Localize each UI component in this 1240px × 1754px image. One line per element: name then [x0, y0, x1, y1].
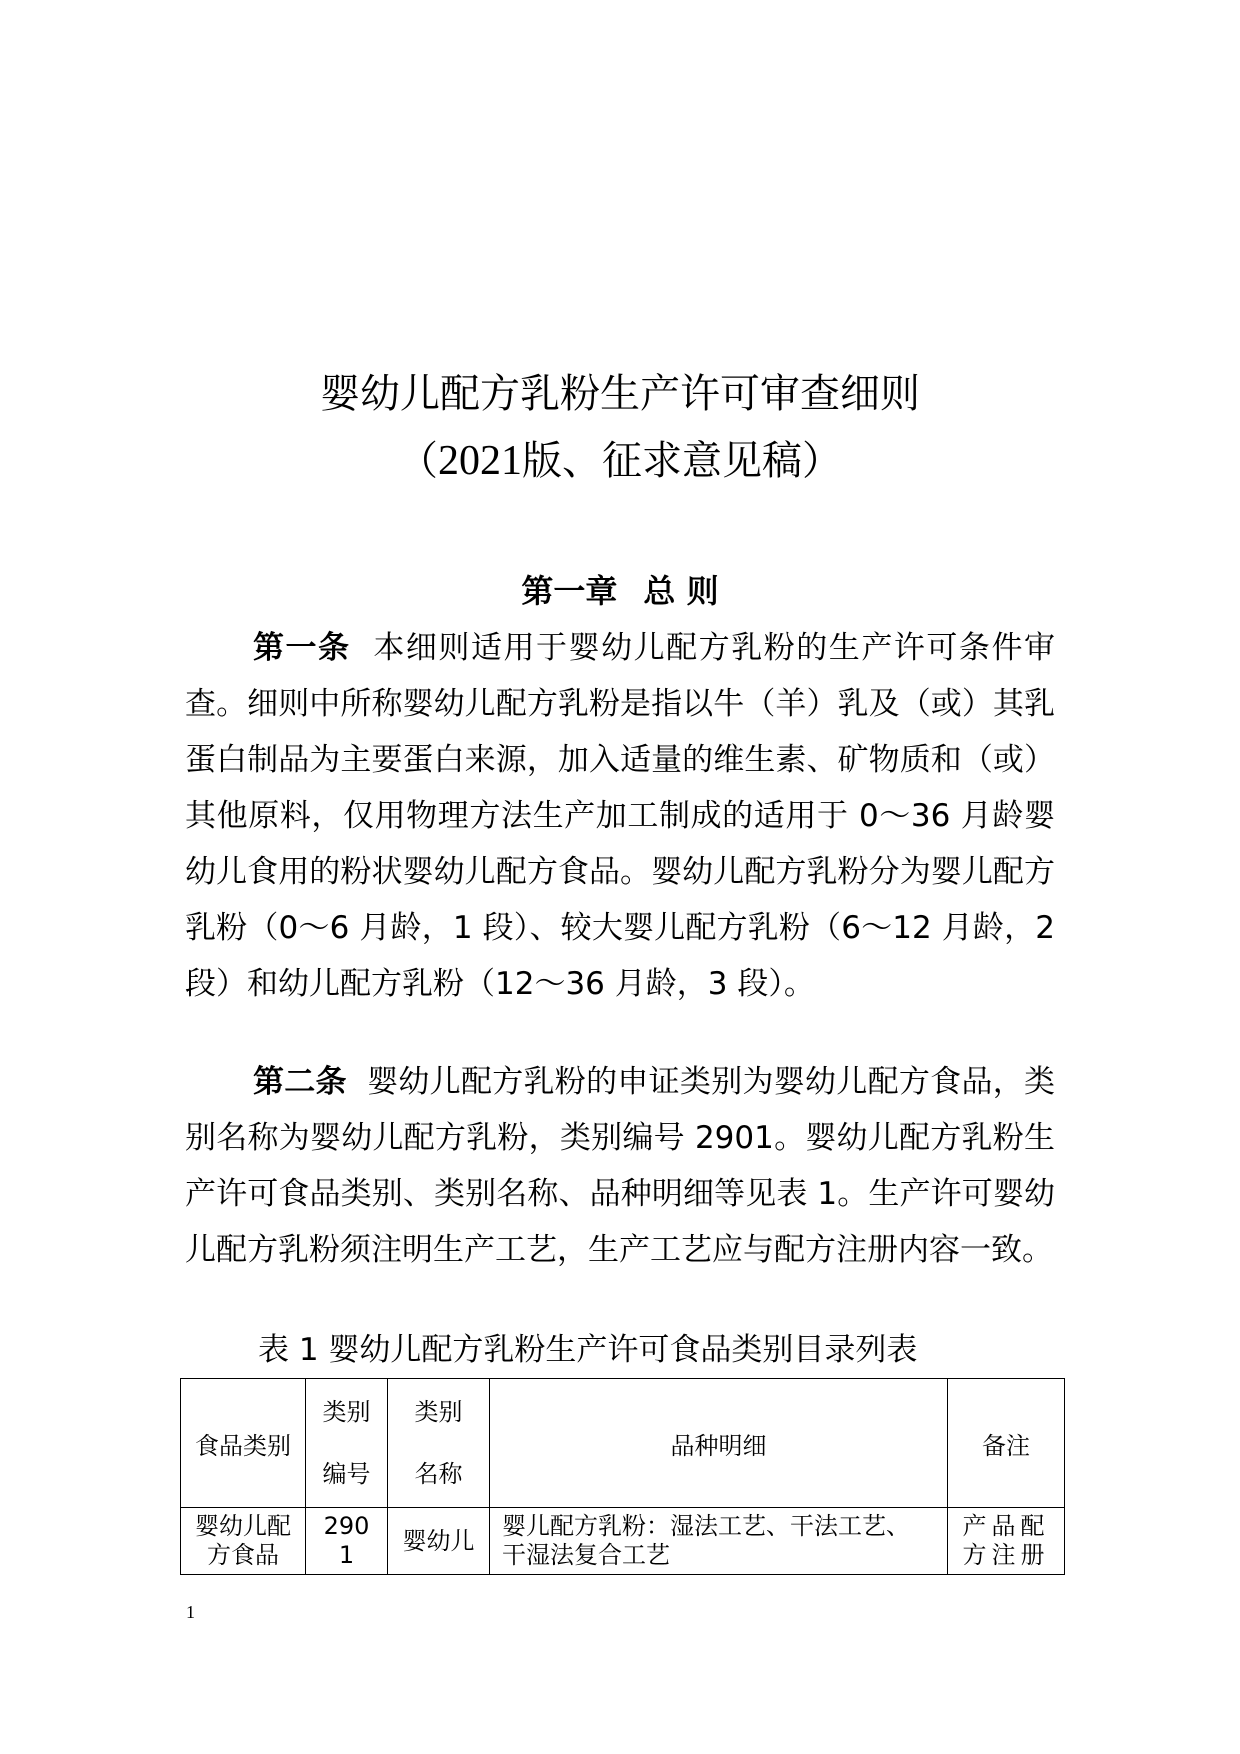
header-note: 备注 — [948, 1379, 1065, 1508]
category-table — [180, 1378, 1065, 1575]
table-header-row — [181, 1379, 1065, 1508]
cell-variety-detail: 婴儿配方乳粉：湿法工艺、干法工艺、 干湿法复合工艺 — [490, 1508, 948, 1575]
header-food-category: 食品类别 — [181, 1379, 306, 1508]
document-subtitle — [0, 440, 1240, 482]
subtitle-close-paren: ） — [802, 438, 842, 484]
article-2-text: 婴幼儿配方乳粉的申证类别为婴幼儿配方食品，类别名称为婴幼儿配方乳粉，类别编号 2901。婴幼儿配方乳粉生产许可食品类别、类别名称、品种明细等见表 1。生产许可婴幼儿配方乳粉须注明生产工艺，生产工艺应与配方注册内容一致。 — [185, 1064, 1056, 1268]
article-2 — [185, 1054, 1055, 1278]
cell-food-category: 婴幼儿配 方食品 — [181, 1508, 306, 1575]
page-number: 1 — [186, 1602, 195, 1622]
header-category-number: 类别 编号 — [306, 1379, 388, 1508]
cell-category-number: 290 1 — [306, 1508, 388, 1575]
article-1-label: 第一条 — [253, 630, 351, 666]
article-2-label: 第二条 — [253, 1064, 347, 1100]
article-1 — [185, 620, 1055, 1012]
table-row — [181, 1508, 1065, 1575]
cell-note: 产品配 方注册 — [948, 1508, 1065, 1575]
chapter-heading — [0, 566, 1240, 612]
table-caption: 表 1 婴幼儿配方乳粉生产许可食品类别目录列表 — [258, 1332, 918, 1368]
subtitle-year: 2021 — [438, 438, 522, 484]
header-variety-detail: 品种明细 — [490, 1379, 948, 1508]
cell-category-name: 婴幼儿 — [388, 1508, 490, 1575]
header-category-name: 类别 名称 — [388, 1379, 490, 1508]
chapter-name: 总 则 — [643, 572, 719, 610]
document-title: 婴幼儿配方乳粉生产许可审查细则 — [320, 371, 920, 417]
subtitle-open-paren: （ — [398, 438, 438, 484]
subtitle-text: 版、征求意见稿 — [522, 438, 802, 484]
article-1-text: 本细则适用于婴幼儿配方乳粉的生产许可条件审查。细则中所称婴幼儿配方乳粉是指以牛（羊）乳及（或）其乳蛋白制品为主要蛋白来源，加入适量的维生素、矿物质和（或）其他原料，仅用物理方法生产加工制成的适用于 0～36 月龄婴幼儿食用的粉状婴幼儿配方食品。婴幼儿配方乳粉分为婴儿配方乳粉（0～6 月龄，1 段）、较大婴儿配方乳粉（6～12 月龄，2 段）和幼儿配方乳粉（12～36 月龄，3 段）。 — [185, 630, 1055, 1002]
chapter-number: 第一章 — [521, 572, 618, 610]
